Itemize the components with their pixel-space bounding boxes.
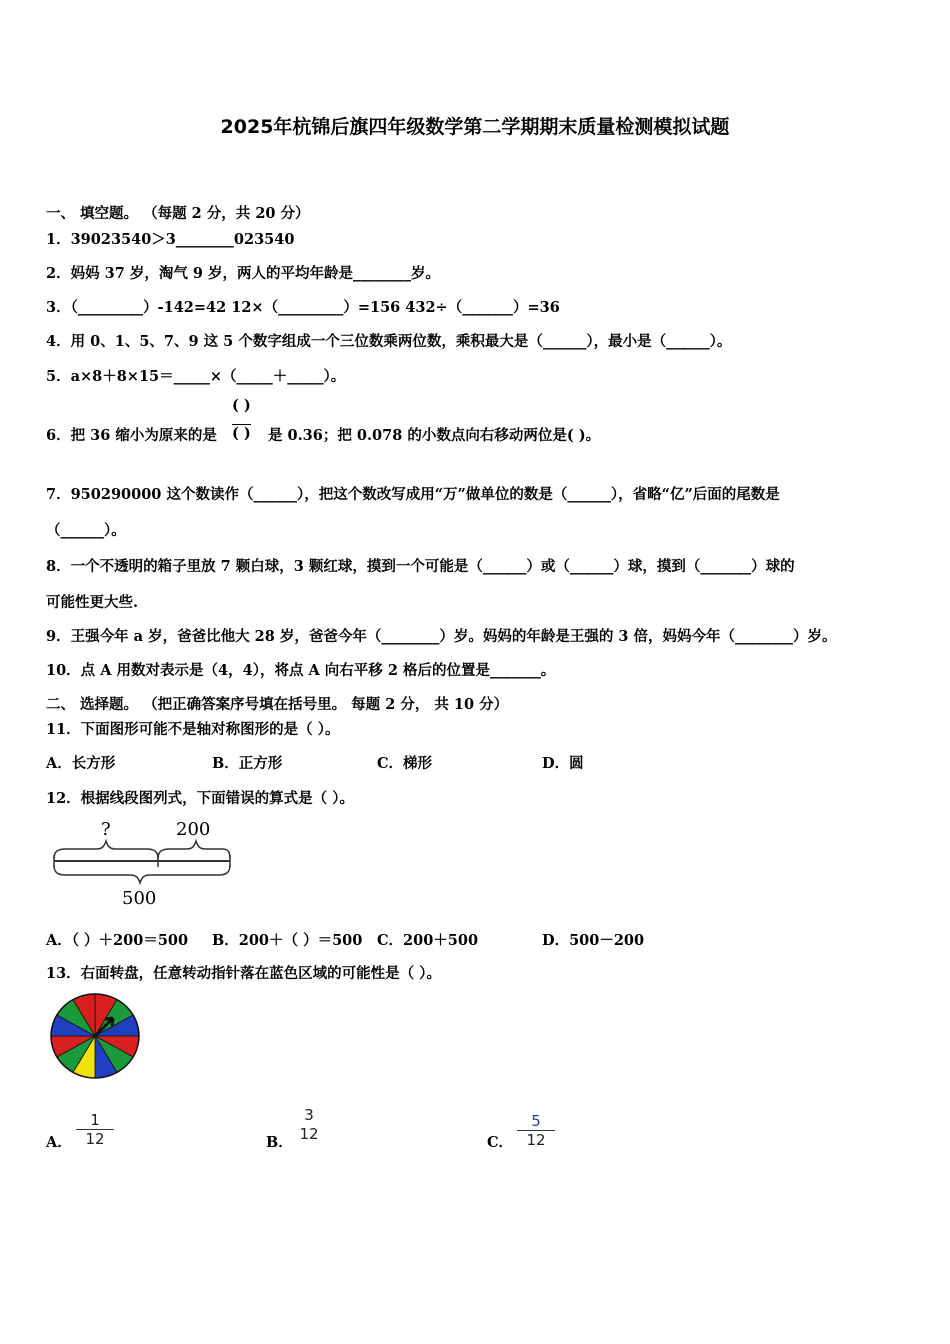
page-title: 2025年杭锦后旗四年级数学第二学期期末质量检测模拟试题 — [220, 116, 730, 138]
section-1-heading: 一、 填空题。 （每题 2 分，共 20 分） — [46, 205, 310, 222]
question-6-fraction-top: ( ) — [232, 397, 251, 414]
q13-option-c-label: C． — [487, 1134, 514, 1151]
segment-500-label: 500 — [122, 888, 157, 909]
question-2: 2．妈妈 37 岁，淘气 9 岁，两人的平均年龄是________岁。 — [46, 265, 441, 282]
question-6-part-c: 是 0.36；把 0.078 的小数点向右移动两位是( )。 — [268, 427, 601, 444]
segment-brace-right — [158, 841, 230, 859]
q11-option-b: B．正方形 — [212, 755, 283, 772]
q13-option-a-fraction — [76, 1111, 114, 1148]
q11-option-a: A．长方形 — [46, 755, 116, 772]
question-7-line-1: 7．950290000 这个数读作（______），把这个数改写成用“万”做单位的数是（______），省略“亿”后面的尾数是 — [46, 486, 780, 503]
q13-option-b-denominator: 12 — [299, 1125, 319, 1143]
segment-unknown-label: ? — [101, 819, 111, 840]
q12-option-c: C．200＋500 — [377, 932, 479, 949]
spinner-wheel — [49, 992, 141, 1080]
q13-option-c-fraction — [517, 1112, 555, 1149]
question-8-line-2: 可能性更大些. — [46, 594, 139, 611]
question-3: 3．（_________）-142=42 12×（_________）=156 432÷（_______）=36 — [46, 299, 560, 316]
question-5: 5．a×8＋8×15＝_____×（_____＋_____）。 — [46, 368, 346, 385]
question-13: 13．右面转盘，任意转动指针落在蓝色区域的可能性是（ ）。 — [46, 965, 441, 982]
q13-option-c-denominator: 12 — [526, 1131, 546, 1149]
q13-option-a-label: A． — [46, 1134, 72, 1151]
question-12: 12．根据线段图列式，下面错误的算式是（ ）。 — [46, 790, 354, 807]
q12-option-b: B．200＋（ ）＝500 — [212, 932, 363, 949]
segment-brace-bottom — [54, 865, 230, 883]
question-4: 4．用 0、1、5、7、9 这 5 个数字组成一个三位数乘两位数，乘积最大是（______），最小是（______）。 — [46, 333, 732, 350]
q11-option-d: D．圆 — [542, 755, 584, 772]
question-1: 1．39023540＞3________023540 — [46, 231, 295, 248]
q13-option-a-denominator: 12 — [85, 1130, 105, 1148]
q13-option-b-label: B． — [266, 1134, 293, 1151]
segment-diagram — [46, 815, 246, 913]
q13-option-b-numerator: 3 — [304, 1106, 314, 1124]
section-2-heading: 二、 选择题。 （把正确答案序号填在括号里。 每题 2 分， 共 10 分） — [46, 696, 509, 713]
q12-option-d: D．500－200 — [542, 932, 645, 949]
question-8-line-1: 8．一个不透明的箱子里放 7 颗白球，3 颗红球，摸到一个可能是（______）或（______）球，摸到（_______）球的 — [46, 558, 795, 575]
segment-brace-left — [54, 841, 158, 859]
question-10: 10．点 A 用数对表示是（4，4），将点 A 向右平移 2 格后的位置是_______。 — [46, 662, 556, 679]
q13-option-a-numerator: 1 — [90, 1111, 100, 1129]
question-6-part-a: 6．把 36 缩小为原来的是 — [46, 427, 217, 444]
segment-200-label: 200 — [176, 819, 211, 840]
question-9: 9．王强今年 a 岁，爸爸比他大 28 岁，爸爸今年（________）岁。妈妈的年龄是王强的 3 倍，妈妈今年（________）岁。 — [46, 628, 837, 645]
q13-option-c-numerator: 5 — [531, 1112, 541, 1130]
q11-option-c: C．梯形 — [377, 755, 433, 772]
q12-option-a: A．（ ）＋200＝500 — [46, 932, 189, 949]
question-11: 11．下面图形可能不是轴对称图形的是（ ）。 — [46, 721, 340, 738]
q13-option-b-fraction — [296, 1106, 322, 1143]
question-7-line-2: （______）。 — [46, 522, 126, 539]
question-6-fraction-bottom: ( ) — [232, 425, 251, 442]
